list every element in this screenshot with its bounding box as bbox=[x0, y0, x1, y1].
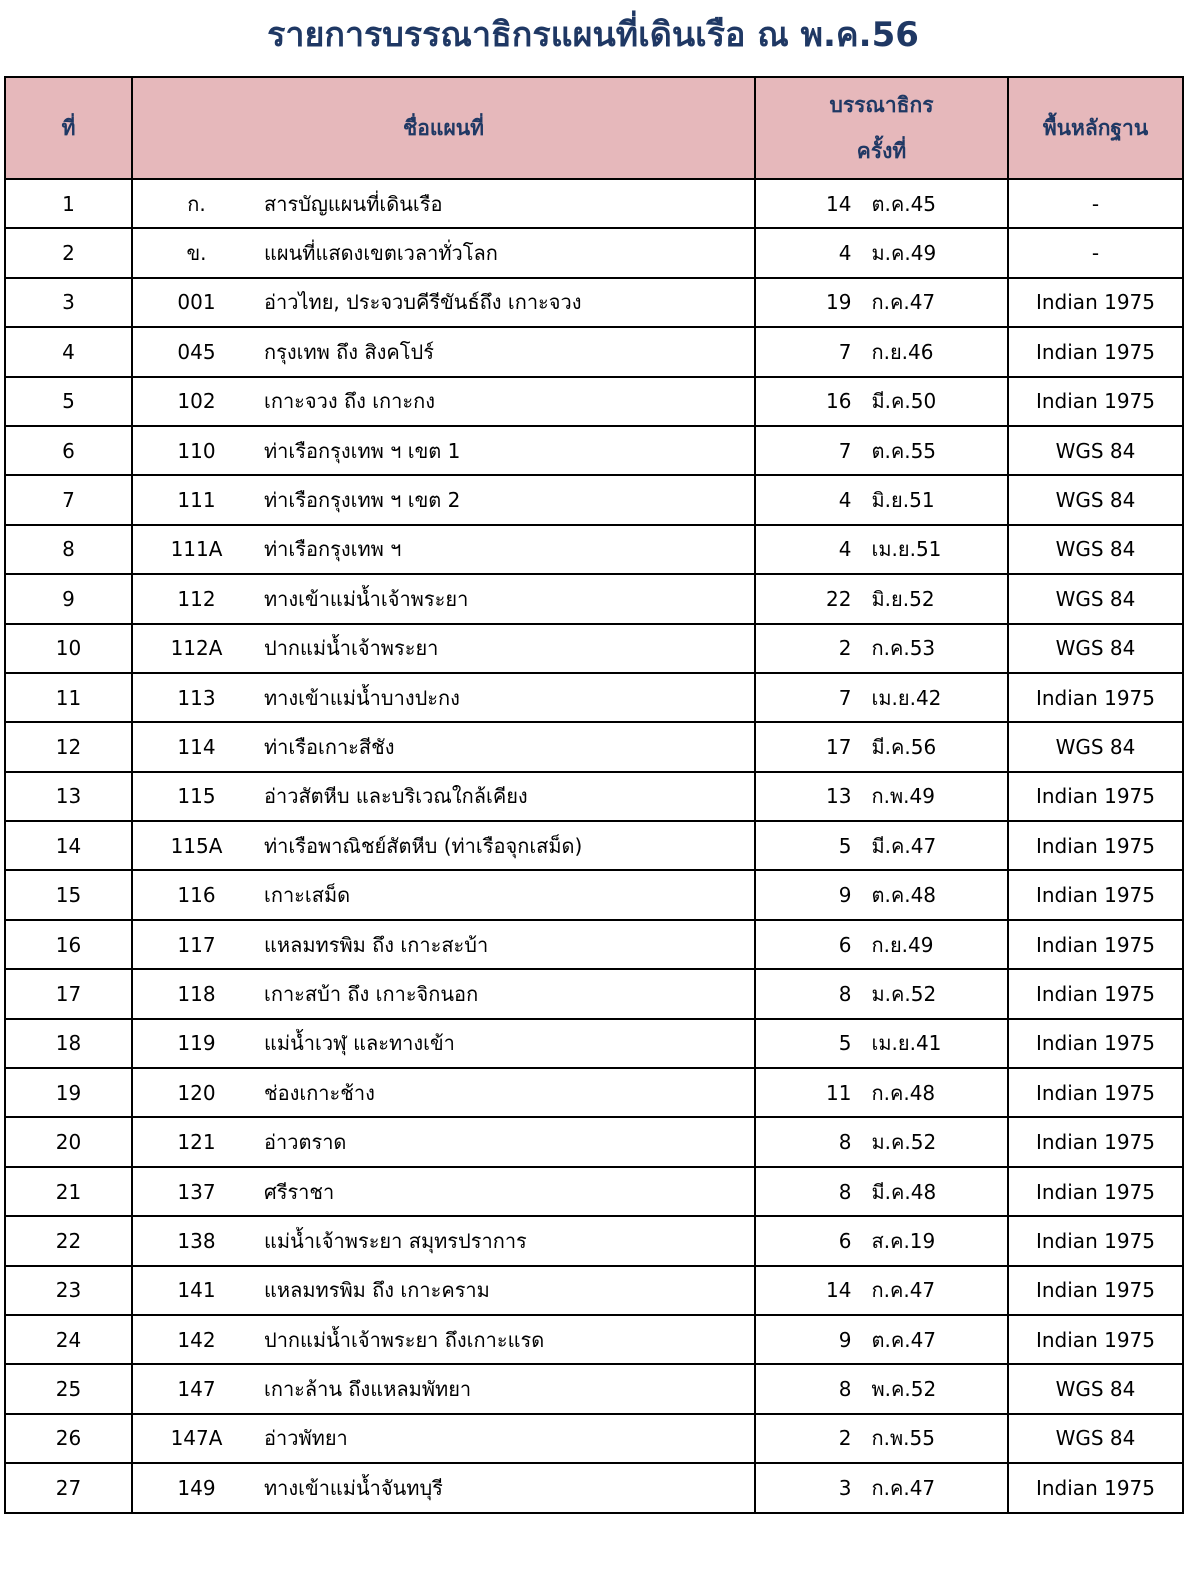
edition-cell bbox=[755, 1414, 1008, 1463]
table-row bbox=[5, 377, 1183, 426]
chart-name: แม่น้ำเวฬุ และทางเข้า bbox=[260, 1019, 755, 1068]
row-number: 14 bbox=[5, 821, 132, 870]
chart-name: เกาะล้าน ถึงแหลมพัทยา bbox=[260, 1364, 755, 1413]
table-row bbox=[5, 1068, 1183, 1117]
edition-cell bbox=[755, 1167, 1008, 1216]
edition-cell bbox=[755, 772, 1008, 821]
edition-date: มี.ค.48 bbox=[871, 1179, 937, 1204]
edition-cell bbox=[755, 920, 1008, 969]
header-datum: พื้นหลักฐาน bbox=[1008, 77, 1183, 179]
table-row bbox=[5, 179, 1183, 228]
edition-date: ต.ค.55 bbox=[871, 438, 937, 463]
edition-number: 7 bbox=[838, 339, 852, 364]
datum: Indian 1975 bbox=[1008, 1019, 1183, 1068]
edition-number: 2 bbox=[838, 636, 852, 661]
chart-catalog-table bbox=[4, 76, 1184, 1514]
edition-cell bbox=[755, 870, 1008, 919]
chart-code: ข. bbox=[132, 228, 260, 277]
chart-name: เกาะเสม็ด bbox=[260, 870, 755, 919]
header-edition-line2: ครั้งที่ bbox=[856, 139, 907, 163]
chart-code: 119 bbox=[132, 1019, 260, 1068]
edition-cell bbox=[755, 475, 1008, 524]
edition-cell bbox=[755, 278, 1008, 327]
row-number: 6 bbox=[5, 426, 132, 475]
edition-date: ก.ย.49 bbox=[871, 932, 934, 957]
row-number: 16 bbox=[5, 920, 132, 969]
chart-code: 111A bbox=[132, 525, 260, 574]
table-row bbox=[5, 1019, 1183, 1068]
datum: - bbox=[1008, 179, 1183, 228]
row-number: 21 bbox=[5, 1167, 132, 1216]
edition-number: 4 bbox=[838, 488, 852, 513]
chart-name: ศรีราชา bbox=[260, 1167, 755, 1216]
datum: Indian 1975 bbox=[1008, 821, 1183, 870]
row-number: 18 bbox=[5, 1019, 132, 1068]
edition-cell bbox=[755, 574, 1008, 623]
chart-code: 001 bbox=[132, 278, 260, 327]
row-number: 22 bbox=[5, 1216, 132, 1265]
chart-name: แหลมทรพิม ถึง เกาะสะบ้า bbox=[260, 920, 755, 969]
edition-number: 9 bbox=[838, 1327, 852, 1352]
table-row bbox=[5, 278, 1183, 327]
edition-date: มี.ค.56 bbox=[871, 734, 937, 759]
table-row bbox=[5, 969, 1183, 1018]
page-title: รายการบรรณาธิกรแผนที่เดินเรือ ณ พ.ค.56 bbox=[267, 15, 919, 55]
chart-name: ท่าเรือพาณิชย์สัตหีบ (ท่าเรือจุกเสม็ด) bbox=[260, 821, 755, 870]
chart-code: 102 bbox=[132, 377, 260, 426]
edition-date: มิ.ย.52 bbox=[871, 586, 935, 611]
edition-cell bbox=[755, 1216, 1008, 1265]
datum: Indian 1975 bbox=[1008, 920, 1183, 969]
edition-date: ต.ค.47 bbox=[871, 1327, 937, 1352]
edition-number: 6 bbox=[838, 1228, 852, 1253]
table-row bbox=[5, 574, 1183, 623]
row-number: 13 bbox=[5, 772, 132, 821]
header-chart-name: ชื่อแผนที่ bbox=[132, 77, 755, 179]
chart-name: ช่องเกาะช้าง bbox=[260, 1068, 755, 1117]
chart-code: 115A bbox=[132, 821, 260, 870]
edition-cell bbox=[755, 426, 1008, 475]
datum: WGS 84 bbox=[1008, 426, 1183, 475]
chart-code: 141 bbox=[132, 1266, 260, 1315]
table-row bbox=[5, 870, 1183, 919]
row-number: 26 bbox=[5, 1414, 132, 1463]
chart-code: 113 bbox=[132, 673, 260, 722]
edition-date: ม.ค.49 bbox=[871, 241, 937, 266]
datum: Indian 1975 bbox=[1008, 673, 1183, 722]
table-row bbox=[5, 525, 1183, 574]
table-row bbox=[5, 1315, 1183, 1364]
row-number: 8 bbox=[5, 525, 132, 574]
datum: Indian 1975 bbox=[1008, 1463, 1183, 1512]
edition-number: 22 bbox=[826, 586, 852, 611]
edition-date: มี.ค.47 bbox=[871, 833, 937, 858]
chart-code: 114 bbox=[132, 722, 260, 771]
table-row bbox=[5, 722, 1183, 771]
header-edition-line1: บรรณาธิกร bbox=[829, 93, 934, 117]
edition-number: 9 bbox=[838, 883, 852, 908]
edition-number: 5 bbox=[838, 1031, 852, 1056]
chart-name: อ่าวพัทยา bbox=[260, 1414, 755, 1463]
edition-number: 4 bbox=[838, 537, 852, 562]
edition-date: ม.ค.52 bbox=[871, 981, 937, 1006]
edition-cell bbox=[755, 1463, 1008, 1512]
chart-name: ปากแม่น้ำเจ้าพระยา ถึงเกาะแรด bbox=[260, 1315, 755, 1364]
chart-code: 138 bbox=[132, 1216, 260, 1265]
datum: Indian 1975 bbox=[1008, 377, 1183, 426]
row-number: 2 bbox=[5, 228, 132, 277]
datum: WGS 84 bbox=[1008, 1414, 1183, 1463]
row-number: 27 bbox=[5, 1463, 132, 1512]
edition-date: ก.ค.53 bbox=[871, 636, 936, 661]
row-number: 17 bbox=[5, 969, 132, 1018]
edition-date: ก.ค.47 bbox=[871, 1475, 936, 1500]
table-row bbox=[5, 673, 1183, 722]
edition-number: 3 bbox=[838, 1475, 852, 1500]
edition-number: 7 bbox=[838, 685, 852, 710]
edition-cell bbox=[755, 673, 1008, 722]
table-row bbox=[5, 1167, 1183, 1216]
edition-date: ต.ค.48 bbox=[871, 883, 937, 908]
row-number: 5 bbox=[5, 377, 132, 426]
chart-name: เกาะจวง ถึง เกาะกง bbox=[260, 377, 755, 426]
datum: Indian 1975 bbox=[1008, 870, 1183, 919]
chart-code: 149 bbox=[132, 1463, 260, 1512]
table-row bbox=[5, 1117, 1183, 1166]
chart-code: 112A bbox=[132, 624, 260, 673]
edition-date: พ.ค.52 bbox=[871, 1377, 937, 1402]
edition-date: ก.พ.55 bbox=[871, 1426, 935, 1451]
row-number: 10 bbox=[5, 624, 132, 673]
chart-name: ท่าเรือกรุงเทพ ฯ เขต 2 bbox=[260, 475, 755, 524]
edition-date: ก.พ.49 bbox=[871, 784, 935, 809]
edition-date: ม.ค.52 bbox=[871, 1130, 937, 1155]
header-edition bbox=[755, 77, 1008, 179]
header-no: ที่ bbox=[5, 77, 132, 179]
table-row bbox=[5, 327, 1183, 376]
row-number: 20 bbox=[5, 1117, 132, 1166]
chart-name: เกาะสบ้า ถึง เกาะจิกนอก bbox=[260, 969, 755, 1018]
chart-code: 110 bbox=[132, 426, 260, 475]
edition-date: เม.ย.42 bbox=[871, 685, 942, 710]
chart-name: ทางเข้าแม่น้ำบางปะกง bbox=[260, 673, 755, 722]
table-row bbox=[5, 1414, 1183, 1463]
edition-number: 11 bbox=[826, 1080, 852, 1105]
chart-name: ท่าเรือเกาะสีชัง bbox=[260, 722, 755, 771]
chart-name: กรุงเทพ ถึง สิงคโปร์ bbox=[260, 327, 755, 376]
row-number: 1 bbox=[5, 179, 132, 228]
row-number: 12 bbox=[5, 722, 132, 771]
datum: WGS 84 bbox=[1008, 525, 1183, 574]
datum: Indian 1975 bbox=[1008, 1068, 1183, 1117]
chart-name: ทางเข้าแม่น้ำจันทบุรี bbox=[260, 1463, 755, 1512]
edition-cell bbox=[755, 1315, 1008, 1364]
edition-number: 14 bbox=[826, 191, 852, 216]
table-row bbox=[5, 426, 1183, 475]
edition-date: ก.ย.46 bbox=[871, 339, 934, 364]
table-row bbox=[5, 1266, 1183, 1315]
edition-number: 8 bbox=[838, 1179, 852, 1204]
edition-number: 16 bbox=[826, 389, 852, 414]
edition-date: ส.ค.19 bbox=[871, 1228, 936, 1253]
chart-name: ท่าเรือกรุงเทพ ฯ เขต 1 bbox=[260, 426, 755, 475]
datum: WGS 84 bbox=[1008, 624, 1183, 673]
datum: Indian 1975 bbox=[1008, 1266, 1183, 1315]
row-number: 25 bbox=[5, 1364, 132, 1413]
row-number: 23 bbox=[5, 1266, 132, 1315]
edition-date: มี.ค.50 bbox=[871, 389, 937, 414]
edition-cell bbox=[755, 969, 1008, 1018]
edition-number: 8 bbox=[838, 1130, 852, 1155]
chart-name: แม่น้ำเจ้าพระยา สมุทรปราการ bbox=[260, 1216, 755, 1265]
datum: Indian 1975 bbox=[1008, 278, 1183, 327]
edition-number: 8 bbox=[838, 1377, 852, 1402]
table-row bbox=[5, 624, 1183, 673]
chart-code: 111 bbox=[132, 475, 260, 524]
datum: Indian 1975 bbox=[1008, 327, 1183, 376]
datum: WGS 84 bbox=[1008, 574, 1183, 623]
edition-cell bbox=[755, 1068, 1008, 1117]
chart-code: 116 bbox=[132, 870, 260, 919]
edition-number: 19 bbox=[826, 290, 852, 315]
row-number: 19 bbox=[5, 1068, 132, 1117]
chart-name: อ่าวตราด bbox=[260, 1117, 755, 1166]
chart-code: ก. bbox=[132, 179, 260, 228]
datum: Indian 1975 bbox=[1008, 969, 1183, 1018]
datum: - bbox=[1008, 228, 1183, 277]
edition-number: 17 bbox=[826, 734, 852, 759]
edition-number: 4 bbox=[838, 241, 852, 266]
table-body bbox=[5, 179, 1183, 1513]
chart-name: แหลมทรพิม ถึง เกาะคราม bbox=[260, 1266, 755, 1315]
chart-name: อ่าวไทย, ประจวบคีรีขันธ์ถึง เกาะจวง bbox=[260, 278, 755, 327]
chart-code: 147 bbox=[132, 1364, 260, 1413]
edition-date: ก.ค.47 bbox=[871, 1278, 936, 1303]
table-row bbox=[5, 1463, 1183, 1512]
edition-cell bbox=[755, 228, 1008, 277]
chart-name: แผนที่แสดงเขตเวลาทั่วโลก bbox=[260, 228, 755, 277]
edition-date: ก.ค.47 bbox=[871, 290, 936, 315]
edition-date: ก.ค.48 bbox=[871, 1080, 936, 1105]
row-number: 9 bbox=[5, 574, 132, 623]
table-row bbox=[5, 228, 1183, 277]
chart-code: 117 bbox=[132, 920, 260, 969]
edition-cell bbox=[755, 1364, 1008, 1413]
edition-date: ต.ค.45 bbox=[871, 191, 937, 216]
chart-name: ปากแม่น้ำเจ้าพระยา bbox=[260, 624, 755, 673]
table-row bbox=[5, 821, 1183, 870]
datum: WGS 84 bbox=[1008, 1364, 1183, 1413]
edition-cell bbox=[755, 722, 1008, 771]
row-number: 15 bbox=[5, 870, 132, 919]
chart-name: ท่าเรือกรุงเทพ ฯ bbox=[260, 525, 755, 574]
chart-code: 147A bbox=[132, 1414, 260, 1463]
table-row bbox=[5, 920, 1183, 969]
edition-date: มิ.ย.51 bbox=[871, 488, 935, 513]
edition-cell bbox=[755, 377, 1008, 426]
edition-cell bbox=[755, 1117, 1008, 1166]
edition-cell bbox=[755, 821, 1008, 870]
edition-date: เม.ย.41 bbox=[871, 1031, 942, 1056]
edition-cell bbox=[755, 1019, 1008, 1068]
chart-code: 121 bbox=[132, 1117, 260, 1166]
chart-code: 120 bbox=[132, 1068, 260, 1117]
edition-number: 8 bbox=[838, 981, 852, 1006]
table-row bbox=[5, 1364, 1183, 1413]
chart-name: สารบัญแผนที่เดินเรือ bbox=[260, 179, 755, 228]
table-header-row bbox=[5, 77, 1183, 179]
edition-number: 5 bbox=[838, 833, 852, 858]
table-row bbox=[5, 475, 1183, 524]
datum: Indian 1975 bbox=[1008, 1216, 1183, 1265]
edition-number: 13 bbox=[826, 784, 852, 809]
row-number: 4 bbox=[5, 327, 132, 376]
datum: WGS 84 bbox=[1008, 475, 1183, 524]
chart-code: 112 bbox=[132, 574, 260, 623]
edition-number: 6 bbox=[838, 932, 852, 957]
datum: Indian 1975 bbox=[1008, 772, 1183, 821]
edition-cell bbox=[755, 1266, 1008, 1315]
table-row bbox=[5, 772, 1183, 821]
datum: Indian 1975 bbox=[1008, 1315, 1183, 1364]
edition-number: 7 bbox=[838, 438, 852, 463]
edition-cell bbox=[755, 525, 1008, 574]
row-number: 7 bbox=[5, 475, 132, 524]
chart-code: 137 bbox=[132, 1167, 260, 1216]
edition-number: 2 bbox=[838, 1426, 852, 1451]
chart-code: 045 bbox=[132, 327, 260, 376]
chart-name: ทางเข้าแม่น้ำเจ้าพระยา bbox=[260, 574, 755, 623]
table-row bbox=[5, 1216, 1183, 1265]
row-number: 3 bbox=[5, 278, 132, 327]
edition-cell bbox=[755, 179, 1008, 228]
datum: Indian 1975 bbox=[1008, 1167, 1183, 1216]
chart-code: 142 bbox=[132, 1315, 260, 1364]
chart-code: 118 bbox=[132, 969, 260, 1018]
chart-code: 115 bbox=[132, 772, 260, 821]
chart-name: อ่าวสัตหีบ และบริเวณใกล้เคียง bbox=[260, 772, 755, 821]
edition-number: 14 bbox=[826, 1278, 852, 1303]
edition-cell bbox=[755, 327, 1008, 376]
row-number: 24 bbox=[5, 1315, 132, 1364]
row-number: 11 bbox=[5, 673, 132, 722]
edition-date: เม.ย.51 bbox=[871, 537, 942, 562]
datum: WGS 84 bbox=[1008, 722, 1183, 771]
edition-cell bbox=[755, 624, 1008, 673]
datum: Indian 1975 bbox=[1008, 1117, 1183, 1166]
